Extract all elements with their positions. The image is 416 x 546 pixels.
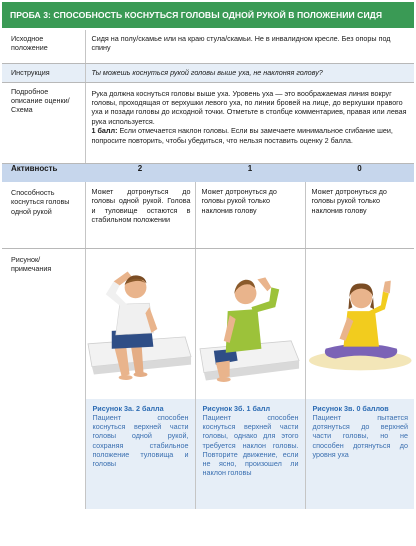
instruction-text: Ты можешь коснуться рукой головы выше уха, не наклоняя голову? (85, 63, 414, 82)
instruction-row (2, 63, 414, 82)
ability-label: Способность коснуться головы одной рукой (2, 182, 85, 248)
start-position-label: Исходное положение (2, 30, 85, 63)
girl-reaching-illustration (306, 249, 415, 399)
caption-3c-title: Рисунок 3в. 0 баллов (312, 403, 389, 413)
caption-3b-text: Пациент способен коснуться верхней части головы, однако для этого требуется наклон головы. Повторите движение, если не ясно, произошел ли наклон головы (202, 412, 299, 478)
caption-3a-text: Пациент способен коснуться верхней части головы одной рукой, сохраняя стабильное положение туловища и головы (92, 412, 189, 468)
start-position-text: Сидя на полу/скамье или на краю стула/скамьи. Не в инвалидном кресле. Без опоры под спину (85, 30, 414, 63)
caption-3c-text: Пациент пытается дотянуться до верхней части головы, но не способен дотянуться до уровня уха (312, 412, 408, 459)
description-text: Рука должна коснуться головы выше уха. Уровень уха — это воображаемая линия вокруг головы, проходящая от верхушки левого уха, по линии бровей на лице, до верхушки правого уха и позади головы до исходной точки. Отметьте в столбце комментариев, правая или левая рука используется. (91, 88, 407, 126)
caption-3a-title: Рисунок 3а. 2 балла (92, 403, 164, 413)
score-1-header: 1 (195, 163, 305, 182)
assessment-table (2, 30, 414, 509)
ability-score-0: Может дотронуться до головы рукой только наклонив голову (305, 182, 414, 248)
ability-score-2: Может дотронуться до головы одной рукой. Голова и туловище остаются в стабильном положении (85, 182, 195, 248)
start-position-row (2, 30, 414, 63)
score-2-header: 2 (85, 163, 195, 182)
ability-score-1: Может дотронуться до головы рукой только наклонив голову (195, 182, 305, 248)
figure-3b-cell (195, 248, 305, 399)
description-cell (85, 82, 414, 163)
activity-label: Активность (2, 163, 85, 182)
figure-row (2, 248, 414, 399)
description-row (2, 82, 414, 163)
test-title-bar: ПРОБА 3: СПОСОБНОСТЬ КОСНУТЬСЯ ГОЛОВЫ ОДНОЙ РУКОЙ В ПОЛОЖЕНИИ СИДЯ (2, 2, 414, 28)
score-0-header: 0 (305, 163, 414, 182)
caption-3c (305, 399, 414, 509)
description-label: Подробное описание оценки/Схема (2, 82, 85, 163)
description-note-bold: 1 балл: (91, 126, 118, 136)
boy-tilting-head-illustration (196, 249, 305, 399)
caption-3b (195, 399, 305, 509)
figures-label: Рисунок/ примечания (2, 248, 85, 509)
ability-row (2, 182, 414, 248)
caption-3b-title: Рисунок 3б. 1 балл (202, 403, 271, 413)
figure-3c-cell (305, 248, 414, 399)
figure-3a-cell (85, 248, 195, 399)
instruction-label: Инструкция (2, 63, 85, 82)
caption-3a (85, 399, 195, 509)
activity-row (2, 163, 414, 182)
description-note-text: Если отмечается наклон головы. Если вы замечаете минимальное сгибание шеи, попросите повторить, чтобы убедиться, что нельзя поставить оценку 2 балла. (91, 126, 393, 145)
boy-touching-head-illustration (86, 249, 195, 399)
